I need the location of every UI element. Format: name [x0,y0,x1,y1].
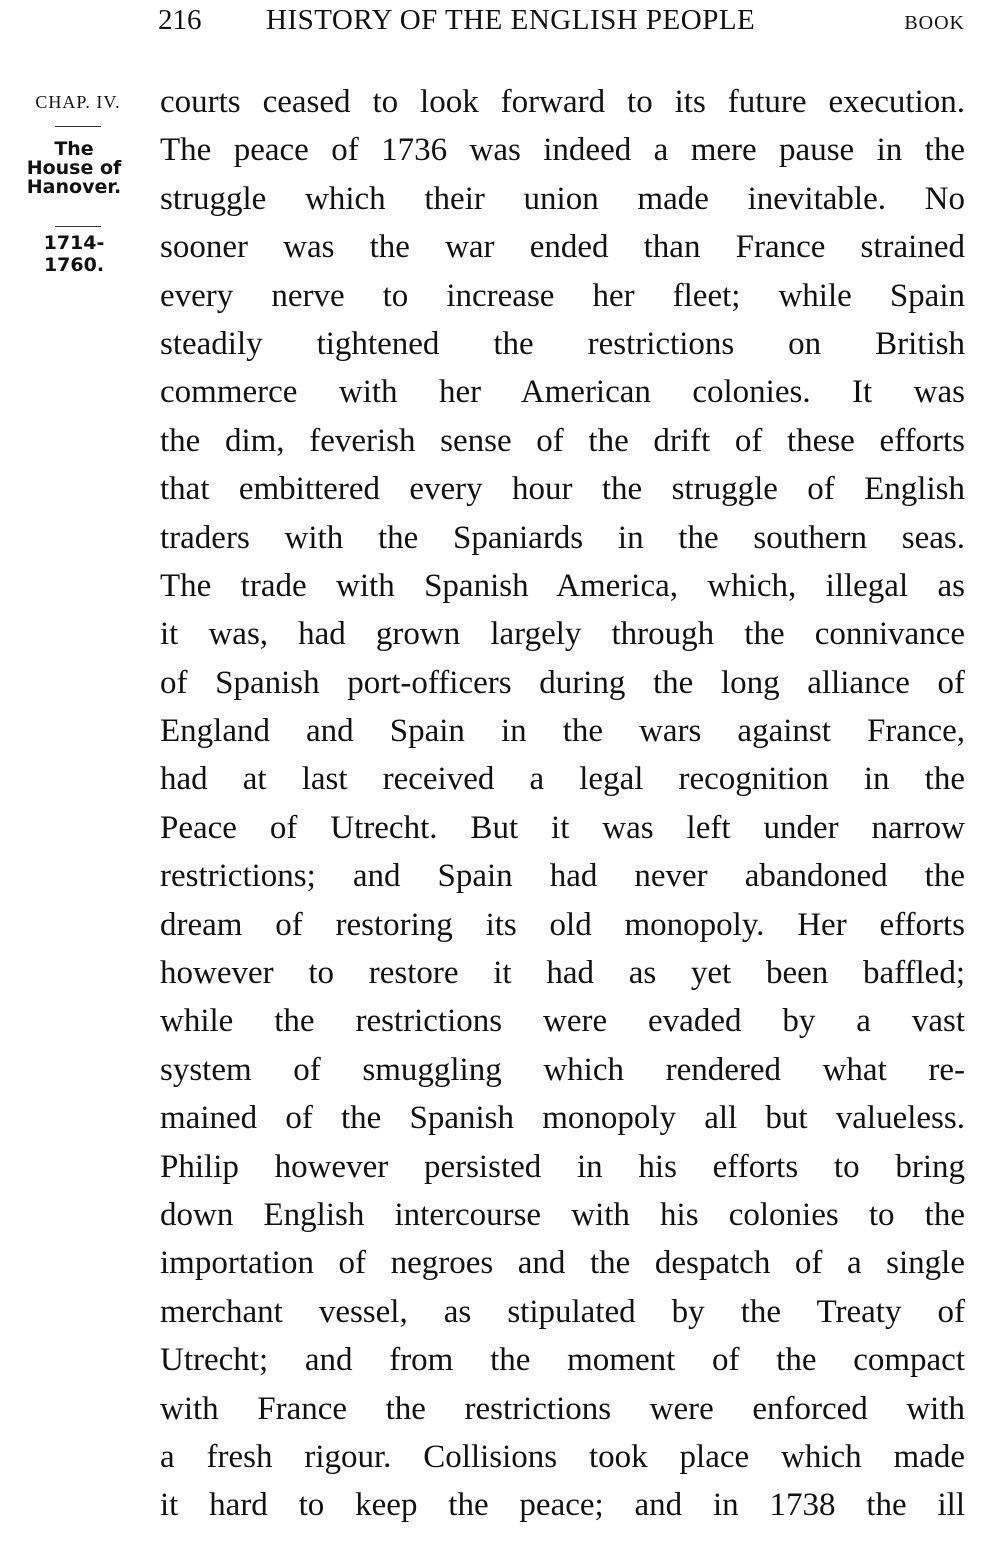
text-line: had at last received a legal recognition in the [160,761,965,798]
text-line: it hard to keep the peace; and in 1738 the ill [160,1487,965,1524]
date-range: 1714-1760. [43,232,105,276]
text-line: struggle which their union made inevitable. No [160,180,965,217]
section-title-line: Hanover. [26,176,122,198]
margin-rule [55,126,101,127]
text-line: England and Spain in the wars against France, [160,713,965,750]
text-line: with France the restrictions were enforced with [160,1390,965,1427]
running-title: HISTORY OF THE ENGLISH PEOPLE [266,4,756,36]
section-title-line: House of [26,157,122,179]
text-line: mained of the Spanish monopoly all but valueless. [160,1100,965,1137]
margin-rule [55,226,101,227]
text-line: Philip however persisted in his efforts to bring [160,1148,965,1185]
text-line: traders with the Spaniards in the southern seas. [160,519,965,556]
running-head [158,4,965,44]
text-line: down English intercourse with his colonies to the [160,1196,965,1233]
text-line: that embittered every hour the struggle of English [160,471,965,508]
section-title [14,140,134,197]
section-title-line: The [54,138,94,160]
book-label: BOOK [904,12,965,34]
text-line: importation of negroes and the despatch of a single [160,1245,965,1282]
text-line: sooner was the war ended than France strained [160,229,965,266]
page-number: 216 [158,4,202,36]
text-line: it was, had grown largely through the connivance [160,616,965,653]
text-line: a fresh rigour. Collisions took place which made [160,1438,965,1475]
text-line: system of smuggling which rendered what re- [160,1051,965,1088]
text-line: Utrecht; and from the moment of the compact [160,1342,965,1379]
text-line: of Spanish port-officers during the long alliance of [160,664,965,701]
text-line: The peace of 1736 was indeed a mere pause in the [160,132,965,169]
text-line: however to restore it had as yet been baffled; [160,955,965,992]
text-line: restrictions; and Spain had never abandoned the [160,858,965,895]
text-line: Peace of Utrecht. But it was left under narrow [160,809,965,846]
body-text [160,78,965,1530]
text-line: commerce with her American colonies. It was [160,374,965,411]
text-line: merchant vessel, as stipulated by the Treaty of [160,1293,965,1330]
text-line: steadily tightened the restrictions on British [160,325,965,362]
text-line: courts ceased to look forward to its future execution. [160,84,965,120]
chapter-label: CHAP. IV. [35,92,121,112]
text-line: while the restrictions were evaded by a vast [160,1003,965,1040]
text-line: the dim, feverish sense of the drift of these efforts [160,422,965,459]
text-line: The trade with Spanish America, which, illegal as [160,567,965,604]
text-line: dream of restoring its old monopoly. Her efforts [160,906,965,943]
text-line: every nerve to increase her fleet; while Spain [160,277,965,314]
